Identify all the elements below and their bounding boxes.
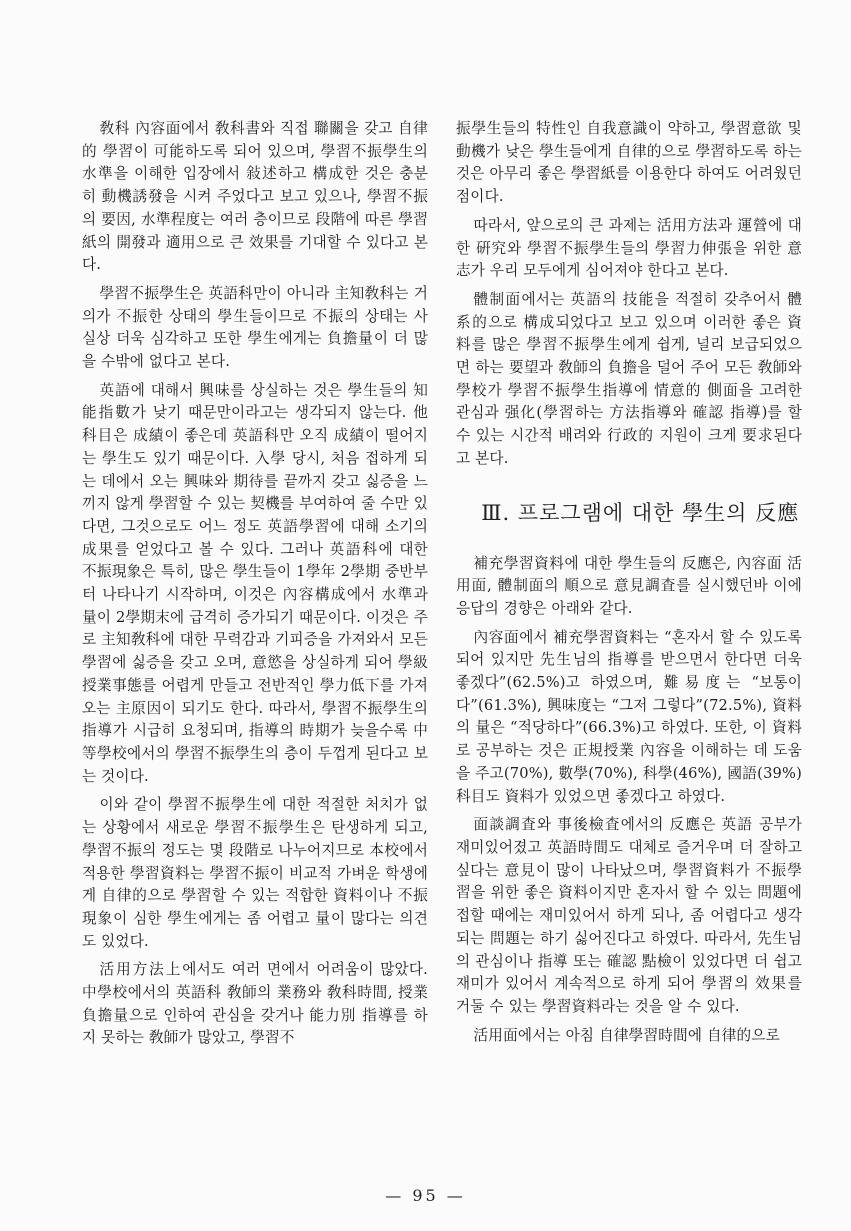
section-heading: Ⅲ. 프로그램에 대한 學生의 反應 (481, 500, 800, 525)
paragraph: 이와 같이 學習不振學生에 대한 적절한 처치가 없는 상황에서 새로운 學習不振學生은 탄생하게 되고, 學習不振의 정도는 몇 段階로 나누어지므로 本校에서 적용한 學習資料는 學習不振이 비교적 가벼운 학생에게 自律的으로 學習할 수 있는 적합한 資料이나 不振現象이 심한 學生에게는 좀 어렵고 量이 많다는 의견도 있었다. (82, 796, 428, 950)
paragraph-continued: 振學生들의 特性인 自我意識이 약하고, 學習意欲 및 動機가 낮은 學生들에게 自律的으로 學習하도록 하는 것은 아무리 좋은 學習紙를 이용한다 하여도 어려웠던 점이다. (456, 120, 802, 206)
paragraph: 活用面에서는 아침 自律學習時間에 自律的으로 (473, 1026, 780, 1044)
page-number: — 95 — (385, 1186, 466, 1205)
paragraph: 活用方法上에서도 여러 면에서 어려움이 많았다. 中學校에서의 英語科 敎師의 業務와 敎科時間, 授業負擔量으로 인하여 관심을 갖거나 能力別 指導를 하지 못하는 敎師가 많았고, 學習不 (82, 961, 428, 1047)
paragraph: 英語에 대해서 興味를 상실하는 것은 學生들의 知能指數가 낮기 때문만이라고는 생각되지 않는다. 他科目은 成績이 좋은데 英語科만 오직 成績이 떨어지는 學生도 있기 때문이다. 入學 당시, 처음 접하게 되는 데에서 오는 興味와 期待를 끝까지 갖고 싫증을 느끼지 않게 學習할 수 있는 契機를 부여하여 줄 수만 있다면, 그것으로도 어느 정도 英語學習에 대해 소기의 成果를 얻었다고 볼 수 있다. 그러나 英語科에 대한 不振現象은 특히, 많은 學生들이 1學年 2學期 중반부터 나타나기 시작하며, 이것은 內容構成에서 水準과 量이 2學期末에 급격히 증가되기 때문이다. 이것은 주로 主知敎科에 대한 무력감과 기피증을 가져와서 모든 學習에 싫증을 갖고 오며, 意慾을 상실하게 되어 學級授業事態를 어렵게 만들고 전반적인 學力低下를 가져오는 主原因이 되기도 한다. 따라서, 學習不振學生의 指導가 시급히 요청되며, 指導의 時期가 늦을수록 中等學校에서의 學習不振學生의 층이 두껍게 된다고 보는 것이다. (82, 381, 428, 785)
paragraph: 學習不振學生은 英語科만이 아니라 主知敎科는 거의가 不振한 상태의 學生들이므로 不振의 상태는 사실상 더욱 심각하고 또한 學生에게는 負擔量이 더 많을 수밖에 없다고 본다. (82, 284, 428, 371)
paragraph: 面談調査와 事後檢査에서의 反應은 英語 공부가 재미있어졌고 英語時間도 대체로 즐거우며 더 잘하고 싶다는 意見이 많이 나타났으며, 學習資料가 不振學習을 위한 좋은 資料이지만 혼자서 할 수 있는 問題에 접할 때에는 재미있어서 하게 되나, 좀 어렵다고 생각되는 問題는 하기 싫어진다고 하였다. 따라서, 先生님의 관심이나 指導 또는 確認 點檢이 있었다면 더 쉽고 재미가 있어서 계속적으로 하게 되어 學習의 效果를 거둘 수 있는 學習資料라는 것을 알 수 있다. (456, 816, 802, 1015)
left-column (82, 118, 428, 1056)
paragraph: 補充學習資料에 대한 學生들의 反應은, 內容面 活用面, 體制面의 順으로 意見調査를 실시했던바 이에 응답의 경향은 아래와 같다. (456, 554, 802, 617)
right-column (456, 118, 802, 1053)
paragraph: 따라서, 앞으로의 큰 과제는 活用方法과 運營에 대한 硏究와 學習不振學生들의 學習力伸張을 위한 意志가 우리 모두에게 심어져야 한다고 본다. (456, 216, 802, 280)
paragraph: 內容面에서 補充學習資料는 “혼자서 할 수 있도록 되어 있지만 先生님의 指導를 받으면서 한다면 더욱 좋겠다”(62.5%)고 하였으며, 難易度는 “보통이다”(61.3%), 興味度는 “그저 그렇다”(72.5%), 資料의 量은 “적당하다”(66.3%)고 하였다. 또한, 이 資料로 공부하는 것은 正規授業 內容을 이해하는 데 도움을 주고(70%), 數學(70%), 科學(46%), 國語(39%) 科目도 資料가 있었으면 좋겠다고 하였다. (456, 628, 802, 805)
paragraph: 體制面에서는 英語의 技能을 적절히 갖추어서 體系的으로 構成되었다고 보고 있으며 이러한 좋은 資料를 많은 學習不振學生에게 쉽게, 널리 보급되었으면 하는 要望과 敎師의 負擔을 덜어 주어 모든 敎師와 學校가 學習不振學生指導에 情意的 側面을 고려한 관심과 强化(學習하는 方法指導와 確認 指導)를 할 수 있는 시간적 배려와 行政的 지원이 크게 要求된다고 본다. (456, 290, 802, 467)
paragraph: 敎科 內容面에서 敎科書와 직접 聯關을 갖고 自律的 學習이 可能하도록 되어 있으며, 學習不振學生의 水準을 이해한 입장에서 敍述하고 構成한 것은 충분히 動機誘發을 시켜 주었다고 보고 있으나, 學習不振의 要因, 水準程度는 여러 층이므로 段階에 따른 學習紙의 開發과 適用으로 큰 效果를 기대할 수 있다고 본다. (82, 120, 428, 274)
